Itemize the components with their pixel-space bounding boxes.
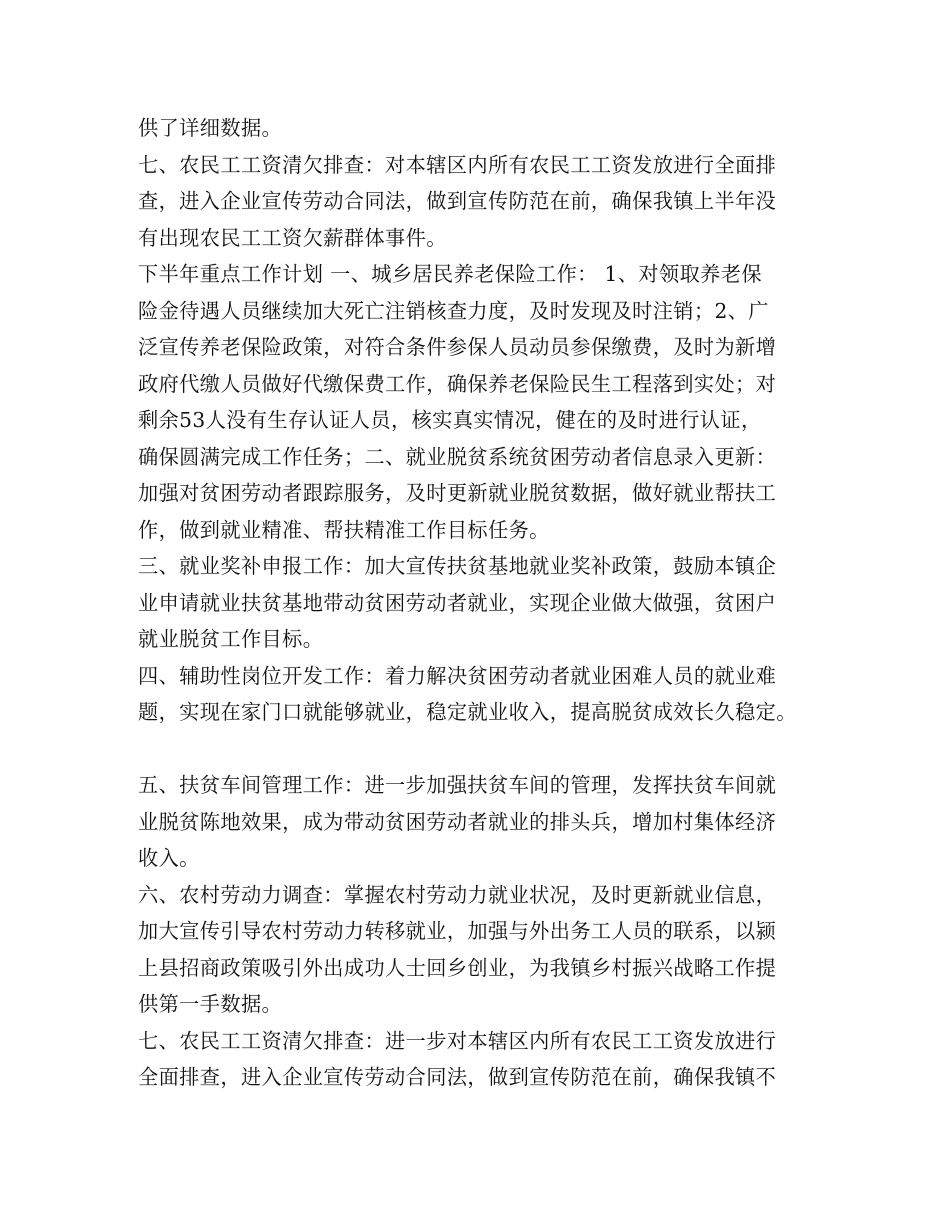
text-line: 政府代缴人员做好代缴保费工作，确保养老保险民生工程落到实处；对 [138, 371, 777, 396]
document-body [138, 110, 828, 1096]
text-line: 确保圆满完成工作任务；二、就业脱贫系统贫困劳动者信息录入更新： [138, 444, 777, 469]
text-line: 剩余53人没有生存认证人员，核实真实情况，健在的及时进行认证， [138, 408, 762, 432]
text-line: 加大宣传引导农村劳动力转移就业，加强与外出务工人员的联系，以颍 [138, 919, 777, 943]
blank-line [138, 731, 828, 768]
text-line: 收入。 [138, 846, 200, 870]
text-line: 供了详细数据。 [138, 116, 283, 140]
text-line: 加强对贫困劳动者跟踪服务，及时更新就业脱贫数据，做好就业帮扶工 [138, 481, 777, 505]
text-line: 七、农民工工资清欠排查：对本辖区内所有农民工工资发放进行全面排 [138, 152, 777, 177]
text-line: 业申请就业扶贫基地带动贫困劳动者就业，实现企业做大做强，贫困户 [138, 590, 777, 615]
text-line: 四、辅助性岗位开发工作：着力解决贫困劳动者就业困难人员的就业难 [138, 663, 777, 688]
text-line: 有出现农民工工资欠薪群体事件。 [138, 225, 447, 250]
text-line: 查，进入企业宣传劳动合同法，做到宣传防范在前，确保我镇上半年没 [138, 189, 777, 213]
text-line: 供第一手数据。 [138, 992, 283, 1016]
text-line: 业脱贫陈地效果，成为带动贫困劳动者就业的排头兵，增加村集体经济 [138, 809, 777, 834]
text-line: 下半年重点工作计划 一、城乡居民养老保险工作： 1、对领取养老保 [138, 262, 762, 286]
text-line: 泛宣传养老保险政策，对符合条件参保人员动员参保缴费，及时为新增 [138, 335, 777, 359]
text-line: 全面排查，进入企业宣传劳动合同法，做到宣传防范在前，确保我镇不 [138, 1065, 777, 1089]
text-line: 五、扶贫车间管理工作：进一步加强扶贫车间的管理，发挥扶贫车间就 [138, 773, 777, 797]
text-line: 题，实现在家门口就能够就业，稳定就业收入，提高脱贫成效长久稳定。 [138, 700, 797, 724]
text-line: 就业脱贫工作目标。 [138, 627, 324, 651]
text-line: 七、农民工工资清欠排查：进一步对本辖区内所有农民工工资发放进行 [138, 1028, 777, 1053]
text-line: 六、农村劳动力调查：掌握农村劳动力就业状况，及时更新就业信息， [138, 882, 777, 907]
text-line: 三、就业奖补申报工作：加大宣传扶贫基地就业奖补政策，鼓励本镇企 [138, 554, 777, 578]
text-line: 作，做到就业精准、帮扶精准工作目标任务。 [138, 517, 550, 542]
text-line: 险金待遇人员继续加大死亡注销核查力度，及时发现及时注销；2、广 [138, 298, 769, 323]
text-line: 上县招商政策吸引外出成功人士回乡创业，为我镇乡村振兴战略工作提 [138, 955, 777, 980]
